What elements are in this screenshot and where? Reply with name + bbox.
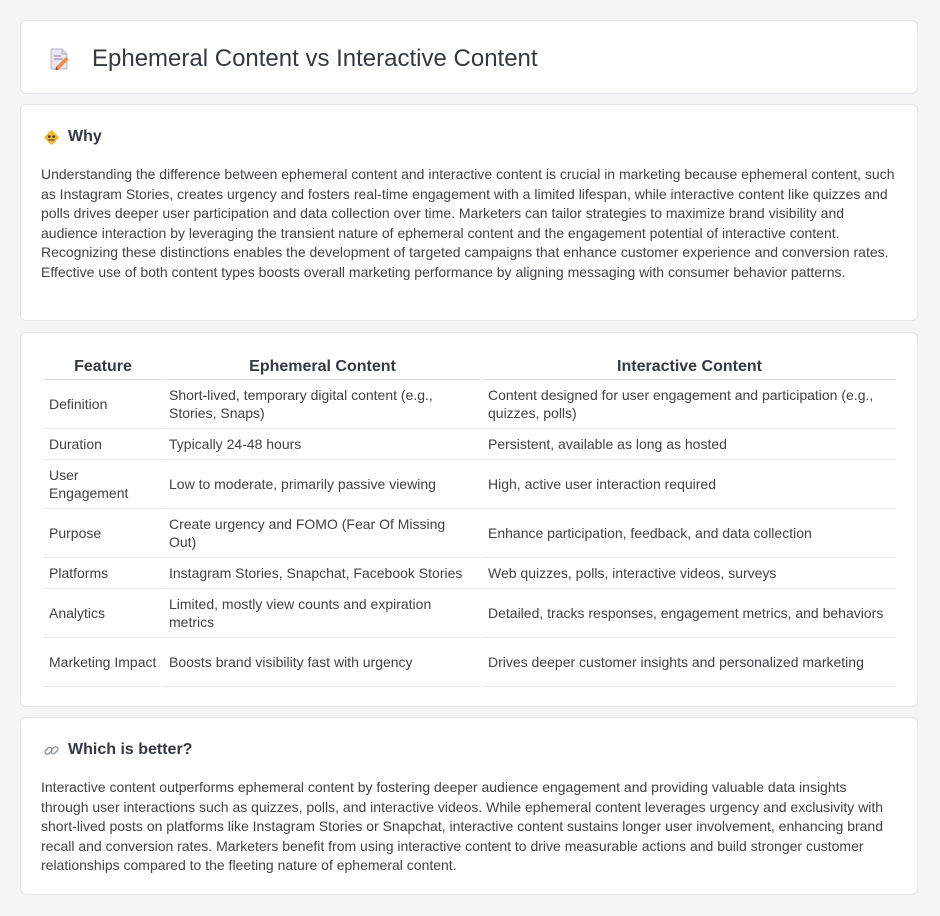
- table-row: [44, 380, 896, 429]
- comparison-section: [20, 332, 918, 707]
- ephemeral-cell: Limited, mostly view counts and expiration metrics: [164, 589, 481, 638]
- ephemeral-cell: Instagram Stories, Snapchat, Facebook Stories: [164, 558, 481, 589]
- title-card: [20, 20, 918, 94]
- feature-cell: Analytics: [44, 589, 162, 638]
- table-row: [44, 429, 896, 460]
- column-header: Interactive Content: [483, 353, 896, 380]
- feature-cell: Definition: [44, 380, 162, 429]
- link-icon: [43, 742, 60, 759]
- table-row: [44, 460, 896, 509]
- column-header: Ephemeral Content: [164, 353, 481, 380]
- feature-cell: Purpose: [44, 509, 162, 558]
- interactive-cell: Enhance participation, feedback, and data collection: [483, 509, 896, 558]
- page-title: Ephemeral Content vs Interactive Content: [92, 45, 538, 72]
- feature-cell: Marketing Impact: [44, 638, 162, 687]
- table-row: [44, 509, 896, 558]
- table-row: [44, 589, 896, 638]
- comparison-table: [42, 353, 898, 687]
- why-text: Understanding the difference between ephemeral content and interactive content is crucial in marketing because ephemeral content, such as Instagram Stories, creates urgency and fosters real-time engagement with a limited lifespan, while interactive content like quizzes and polls drives deeper user participation and data collection over time. Marketers can tailor strategies to maximize brand visibility and audience interaction by leveraging the transient nature of ephemeral content and the engagement potential of interactive content. Recognizing these distinctions enables the development of targeted campaigns that enhance customer experience and conversion rates. Effective use of both content types boosts overall marketing performance by aligning messaging with consumer behavior patterns.: [41, 166, 895, 280]
- which-better-text: Interactive content outperforms ephemeral content by fostering deeper audience engagement and providing valuable data insights through user interactions such as quizzes, polls, and interactive videos. While ephemeral content leverages urgency and exclusivity with short-lived posts on platforms like Instagram Stories or Snapchat, interactive content sustains longer user involvement, enhancing brand recall and conversion rates. Marketers benefit from using interactive content to drive measurable actions and build stronger customer relationships compared to the fleeting nature of ephemeral content.: [41, 779, 883, 873]
- ephemeral-cell: Short-lived, temporary digital content (e.g., Stories, Snaps): [164, 380, 481, 429]
- interactive-cell: High, active user interaction required: [483, 460, 896, 509]
- interactive-cell: Persistent, available as long as hosted: [483, 429, 896, 460]
- ephemeral-cell: Boosts brand visibility fast with urgency: [164, 638, 481, 687]
- document-pencil-icon: [47, 47, 71, 71]
- warning-sign-icon: [43, 129, 60, 146]
- ephemeral-cell: Low to moderate, primarily passive viewing: [164, 460, 481, 509]
- column-header: Feature: [44, 353, 162, 380]
- ephemeral-cell: Typically 24-48 hours: [164, 429, 481, 460]
- why-title: Why: [68, 128, 102, 145]
- interactive-cell: Content designed for user engagement and participation (e.g., quizzes, polls): [483, 380, 896, 429]
- table-row: [44, 558, 896, 589]
- which-better-section: [20, 717, 918, 895]
- ephemeral-cell: Create urgency and FOMO (Fear Of Missing Out): [164, 509, 481, 558]
- why-section: [20, 104, 918, 321]
- which-better-title: Which is better?: [68, 741, 193, 758]
- feature-cell: Duration: [44, 429, 162, 460]
- interactive-cell: Detailed, tracks responses, engagement metrics, and behaviors: [483, 589, 896, 638]
- interactive-cell: Drives deeper customer insights and personalized marketing: [483, 638, 896, 687]
- feature-cell: User Engagement: [44, 460, 162, 509]
- table-row: [44, 638, 896, 687]
- feature-cell: Platforms: [44, 558, 162, 589]
- interactive-cell: Web quizzes, polls, interactive videos, surveys: [483, 558, 896, 589]
- table-header-row: [44, 353, 896, 380]
